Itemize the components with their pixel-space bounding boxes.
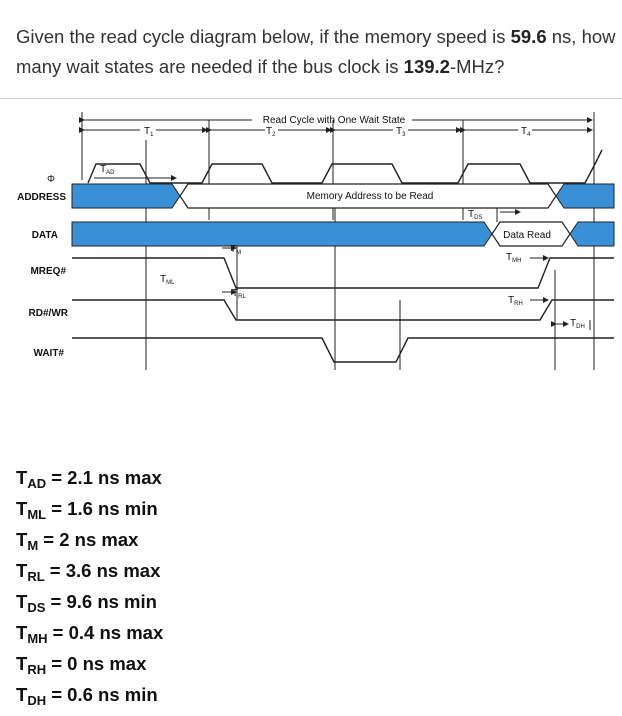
param-trl: $T_{RL} = 3.6$ ns max [16, 560, 161, 584]
signal-wait-label: WAIT# [33, 348, 64, 359]
wait-waveform [72, 338, 614, 362]
param-trh: $T_{RH} = 0$ ns max [16, 653, 147, 677]
divider [0, 98, 622, 99]
tml-label: $T_{ML}$ [160, 274, 175, 286]
state-t3-label: $T_3$ [396, 126, 406, 138]
signal-address-label: ADDRESS [17, 192, 66, 203]
question-part1: Given the read cycle diagram below, if the memory speed is [16, 26, 511, 47]
bus-clock-value: 139.2 [403, 56, 450, 77]
param-tmh: $T_{MH} = 0.4$ ns max [16, 622, 164, 646]
address-bus [72, 184, 614, 208]
read-cycle-timing-diagram [0, 108, 622, 378]
state-t4-label: $T_4$ [521, 126, 531, 138]
timing-parameters-list [16, 462, 163, 710]
data-bus-label: Data Read [503, 230, 551, 241]
signal-rdwr-label: RD#/WR [28, 308, 68, 319]
tm-label: $T_M$ [230, 244, 242, 256]
state-t2-label: $T_2$ [266, 126, 276, 138]
signal-mreq-label: MREQ# [30, 266, 66, 277]
diagram-title: Read Cycle with One Wait State [262, 115, 406, 126]
param-tdh: $T_{DH} = 0.6$ ns min [16, 684, 158, 708]
param-tml: $T_{ML} = 1.6$ ns min [16, 498, 158, 522]
rdwr-waveform [72, 300, 614, 320]
param-tad: $T_{AD} = 2.1$ ns max [16, 467, 162, 491]
tmh-label: $T_{MH}$ [506, 252, 522, 264]
address-bus-label: Memory Address to be Read [306, 191, 434, 202]
signal-phi-label: Φ [47, 174, 55, 185]
signal-data-label: DATA [31, 230, 58, 241]
mreq-waveform [72, 258, 614, 288]
param-tm: $T_M = 2$ ns max [16, 529, 139, 553]
data-bus [72, 222, 614, 246]
param-tds: $T_{DS} = 9.6$ ns min [16, 591, 157, 615]
question-part2: ns, how many wait states are needed if the bus clock is [16, 26, 616, 77]
state-t1-label: $T_1$ [144, 126, 154, 138]
trl-label: $T_{RL}$ [232, 288, 246, 300]
question-text [16, 22, 616, 82]
memory-speed-value: 59.6 [510, 26, 547, 47]
tdh-label: $T_{DH}$ [570, 318, 585, 330]
question-part3: -MHz? [449, 56, 505, 77]
tds-label: $T_{DS}$ [468, 209, 483, 221]
tad-label: $T_{AD}$ [100, 164, 115, 176]
trh-label: $T_{RH}$ [508, 295, 523, 307]
